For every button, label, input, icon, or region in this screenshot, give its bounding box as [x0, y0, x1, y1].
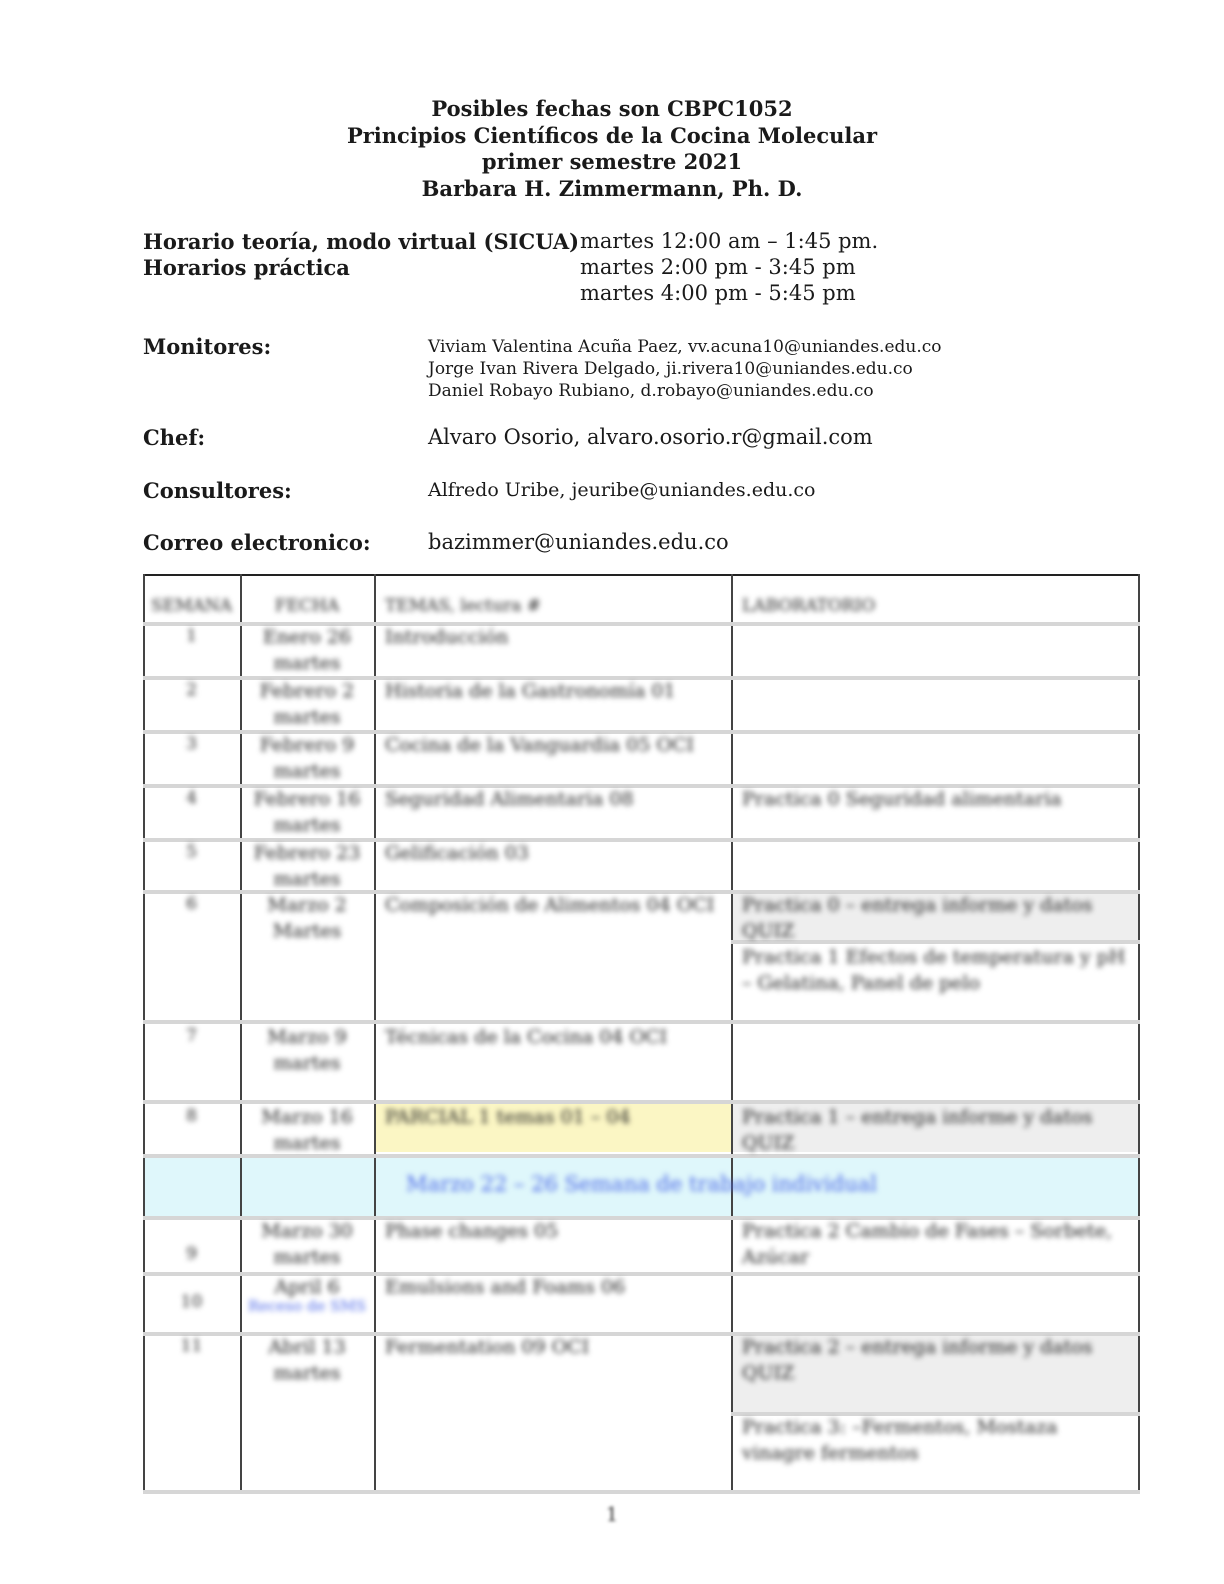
schedule-table [143, 574, 1140, 1494]
week-number: 7 [186, 1026, 197, 1046]
consultants-contact: Alfredo Uribe, jeuribe@uniandes.edu.co [428, 479, 816, 501]
session-date: April 6 [274, 1276, 340, 1298]
session-topic: Seguridad Alimentaria 08 [385, 788, 634, 810]
session-topic: Introducción [385, 626, 509, 648]
monitor-3: Daniel Robayo Rubiano, d.robayo@uniandes.edu.co [428, 381, 874, 401]
column-divider [240, 574, 242, 1494]
session-date: Marzo 9 martes [267, 1026, 347, 1074]
theory-schedule-time: martes 12:00 am – 1:45 pm. [580, 229, 879, 253]
session-topic: Historia de la Gastronomía 01 [385, 680, 676, 702]
session-date: Marzo 2 Martes [267, 894, 347, 942]
row-divider [143, 1490, 1140, 1494]
week-number: 8 [186, 1106, 197, 1126]
lab-activity: Practica 2 – entrega informe y datos QUIZ [742, 1336, 1093, 1384]
session-date: Febrero 16 martes [253, 788, 361, 836]
session-date: Enero 26 martes [262, 626, 352, 674]
session-date: Marzo 16 martes [261, 1106, 353, 1154]
chef-label: Chef: [143, 425, 206, 450]
column-header-week: SEMANA [151, 596, 232, 616]
session-topic: Cocina de la Vanguardia 05 OCI [385, 734, 694, 756]
lab-activity: Practica 0 Seguridad alimentaria [742, 788, 1062, 810]
email-label: Correo electronico: [143, 530, 371, 555]
lab-activity: Practica 1 Efectos de temperatura y pH – Gelatina, Panel de pelo [742, 946, 1126, 994]
lab-activity: Practica 0 – entrega informe y datos QUIZ [742, 894, 1093, 942]
exam-topic: PARCIAL 1 temas 01 – 04 [385, 1106, 631, 1128]
consultants-label: Consultores: [143, 478, 292, 503]
week-number: 11 [180, 1336, 203, 1356]
column-divider [731, 574, 733, 1494]
week-number: 10 [180, 1292, 203, 1312]
lab-activity: Practica 2 Cambio de Fases – Sorbete, Azúcar [742, 1220, 1113, 1268]
table-border [1138, 574, 1140, 1494]
week-number: 4 [186, 788, 197, 808]
monitors-label: Monitores: [143, 334, 272, 359]
semester: primer semestre 2021 [481, 149, 743, 174]
monitor-1: Viviam Valentina Acuña Paez, vv.acuna10@uniandes.edu.co [428, 337, 942, 357]
break-week-label: Marzo 22 – 26 Semana de trabajo individual [406, 1172, 877, 1196]
session-date: Abril 13 martes [268, 1336, 346, 1384]
theory-schedule-label: Horario teoría, modo virtual (SICUA) [143, 229, 580, 254]
session-date: Febrero 2 martes [259, 680, 355, 728]
instructor-email: bazimmer@uniandes.edu.co [428, 530, 729, 554]
week-number: 5 [186, 842, 197, 862]
column-divider [374, 574, 376, 1494]
table-top-border [143, 574, 1140, 576]
course-name: Principios Científicos de la Cocina Molecular [346, 122, 878, 148]
practice-schedule-label: Horarios práctica [143, 255, 350, 280]
practice-schedule-time-2: martes 4:00 pm - 5:45 pm [580, 281, 856, 305]
week-number: 3 [186, 734, 197, 754]
session-topic: Fermentation 09 OCI [385, 1336, 590, 1358]
week-number: 6 [186, 894, 197, 914]
column-header-topics: TEMAS, lectura # [385, 596, 541, 616]
session-topic: Emulsions and Foams 06 [385, 1276, 626, 1298]
document-header [0, 96, 1224, 202]
course-dates-title: Posibles fechas son CBPC1052 [431, 96, 793, 121]
session-date-note: Receso de SMS [247, 1297, 367, 1315]
instructor-name: Barbara H. Zimmermann, Ph. D. [421, 175, 803, 201]
lab-activity: Practica 1 – entrega informe y datos QUIZ [742, 1106, 1093, 1154]
practice-schedule-time-1: martes 2:00 pm - 3:45 pm [580, 255, 856, 279]
chef-contact: Alvaro Osorio, alvaro.osorio.r@gmail.com [428, 425, 873, 449]
session-topic: Gelificación 03 [385, 842, 529, 864]
week-number: 2 [186, 680, 197, 700]
session-topic: Composición de Alimentos 04 OCI [385, 894, 715, 916]
lab-activity: Practica 3: –Fermentos, Mostaza vinagre fermentos [742, 1416, 1058, 1464]
session-topic: Phase changes 05 [385, 1220, 559, 1242]
session-date: Marzo 30 martes [261, 1220, 353, 1268]
week-number: 1 [186, 626, 197, 646]
session-date: Febrero 23 martes [253, 842, 361, 890]
week-number: 9 [186, 1244, 197, 1264]
column-header-date: FECHA [274, 596, 340, 616]
monitor-2: Jorge Ivan Rivera Delgado, ji.rivera10@uniandes.edu.co [428, 359, 913, 379]
page-number: 1 [605, 1502, 619, 1526]
column-header-lab: LABORATORIO [742, 596, 876, 616]
session-date: Febrero 9 martes [259, 734, 355, 782]
session-topic: Técnicas de la Cocina 04 OCI [385, 1026, 668, 1048]
